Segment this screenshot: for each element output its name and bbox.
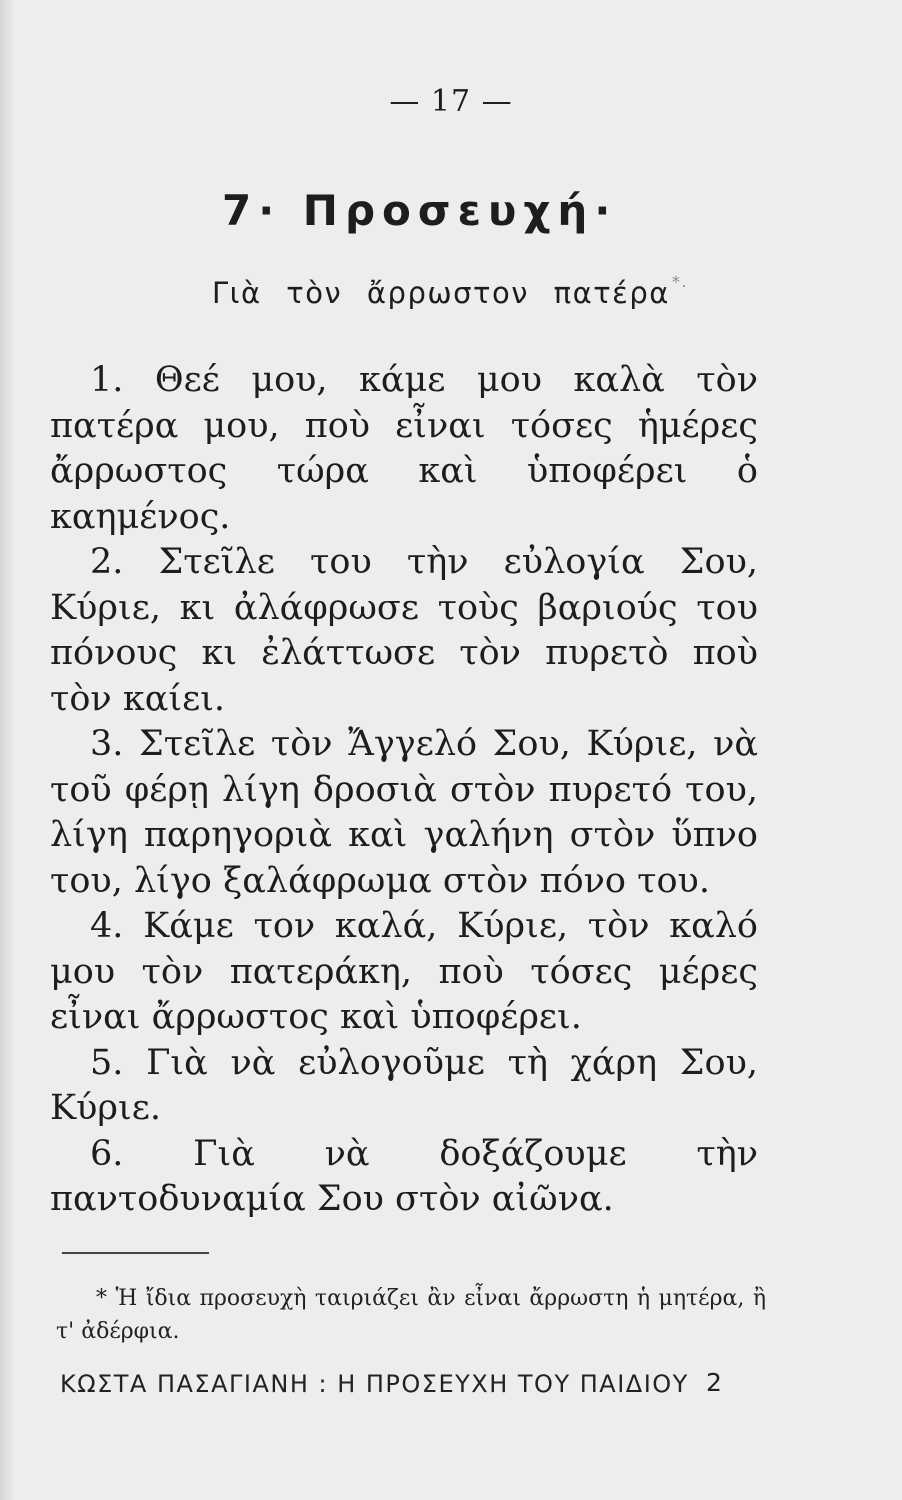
footnote-divider xyxy=(62,1252,209,1254)
prayer-verse-3: 3. Στεῖλε τὸν Ἄγγελό Σου, Κύριε, νὰ τοῦ φέρῃ λίγη δροσιὰ στὸν πυρετό του, λίγη παρηγοριὰ καὶ γαλήνη στὸν ὕπνο του, λίγο ξαλάφρωμα στὸν πόνο του. xyxy=(50,724,758,901)
prayer-verse-4: 4. Κάμε τον καλά, Κύριε, τὸν καλό μου τὸν πατεράκη, ποὺ τόσες μέρες εἶναι ἄρρωστος καὶ ὑποφέρει. xyxy=(50,906,758,1037)
prayer-verse-1: 1. Θεέ μου, κάμε μου καλὰ τὸν πατέρα μου, ποὺ εἶναι τόσες ἡμέρες ἄρρωστος τώρα καὶ ὑποφέρει ὁ καημένος. xyxy=(50,360,758,537)
footnote: * Ἡ ἴδια προσευχὴ ταιριάζει ἂν εἶναι ἄρρωστη ἡ μητέρα, ἢ τ' ἀδέρφια. xyxy=(56,1286,766,1344)
sheet-number: 2 xyxy=(706,1368,722,1397)
chapter-title: 7· Προσευχή· xyxy=(222,186,618,235)
prayer-verse-2: 2. Στεῖλε του τὴν εὐλογία Σου, Κύριε, κι ἀλάφρωσε τοὺς βαριούς του πόνους κι ἐλάττωσε τὸν πυρετὸ ποὺ τὸν καίει. xyxy=(50,542,758,719)
prayer-verse-6: 6. Γιὰ νὰ δοξάζουμε τὴν παντοδυναμία Σου στὸν αἰῶνα. xyxy=(50,1133,758,1219)
footnote-marker: *. xyxy=(671,272,688,291)
chapter-subtitle xyxy=(212,272,688,310)
prayer-verse-5: 5. Γιὰ νὰ εὐλογοῦμε τὴ χάρη Σου, Κύριε. xyxy=(50,1042,758,1128)
page-binding-shadow xyxy=(0,0,14,1500)
series-signature: ΚΩΣΤΑ ΠΑΣΑΓΙΑΝΗ : Η ΠΡΟΣΕΥΧΗ ΤΟΥ ΠΑΙΔΙΟΥ xyxy=(60,1370,689,1398)
page-number: — 17 — xyxy=(389,84,513,119)
prayer-body xyxy=(50,358,758,1223)
subtitle-text: Γιὰ τὸν ἄρρωστον πατέρα xyxy=(212,276,670,310)
